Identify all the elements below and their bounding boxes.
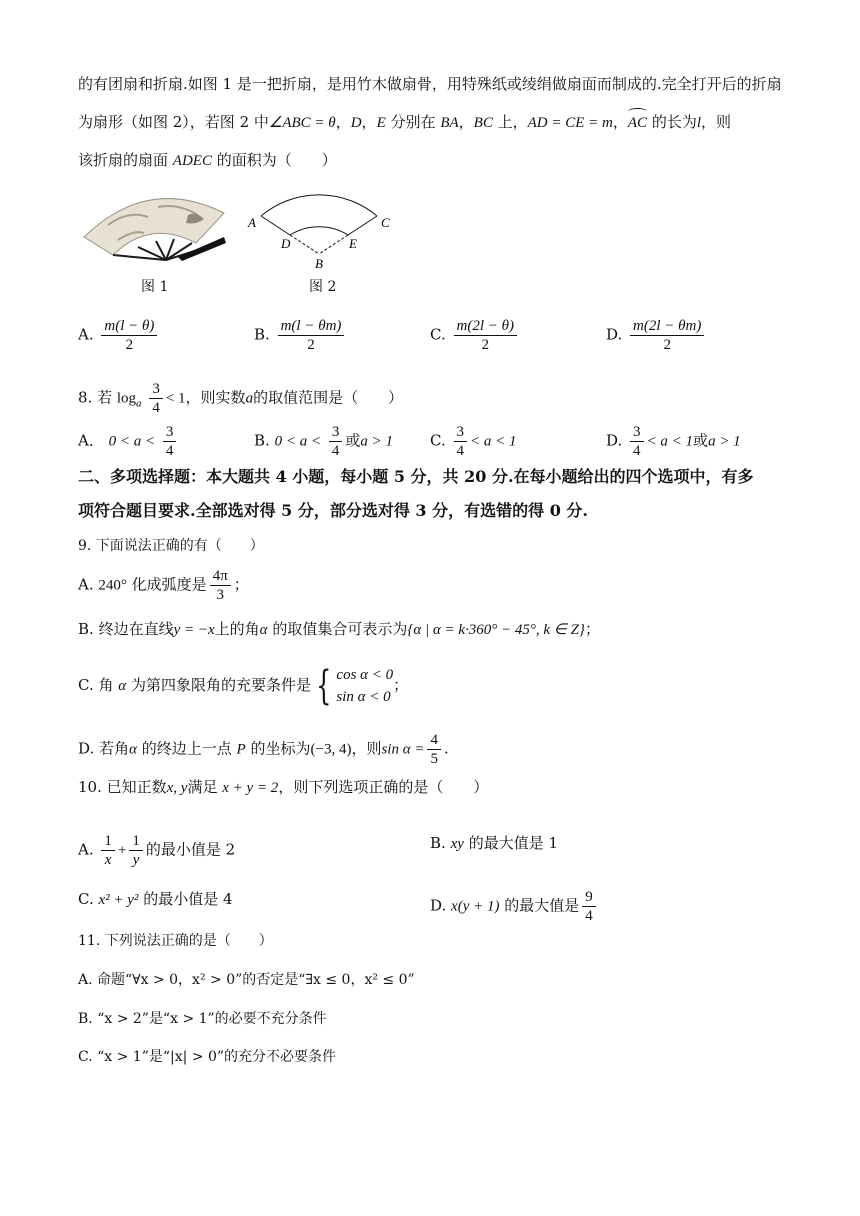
q11-stem: 11. 下列说法正确的是（ ） [78,933,273,949]
q7-text: ， [458,113,474,131]
numerator: m(2l − θ) [454,317,517,336]
denominator: 2 [125,337,134,353]
angle-expression: ∠ABC = θ [268,115,336,131]
option-text: 或 [345,431,361,450]
option-expr: xy [450,836,464,852]
numerator: 3 [163,423,177,442]
numerator: 1 [129,832,143,851]
segment-bc: BC [473,115,493,131]
dashed-db [290,235,319,254]
fan-guard [178,237,226,261]
option-expr: a > 1 [708,433,741,450]
option-fraction [101,317,157,354]
option-text: ； [233,575,249,594]
q8-text: 的取值范围是（ ） [253,388,404,407]
denominator: 4 [152,400,160,416]
q9-option-a[interactable] [78,567,249,604]
option-text: 的取值集合可表示为 [272,620,408,638]
option-text: 的最小值是 2 [145,840,236,859]
option-text: ，则 [351,739,382,758]
condition-system [311,664,393,708]
figure-1-caption: 图 1 [141,279,169,295]
option-text: 的终边上一点 [141,739,232,758]
q7-text: 的面积为（ ） [216,151,337,169]
option-label: B. [254,325,270,344]
q8-text: 8. 若 [78,388,113,407]
option-expr: < a < 1 [470,433,517,450]
option-expr: a > 1 [360,433,393,450]
numerator: 3 [630,423,644,442]
option-fraction [630,317,704,354]
numerator: 3 [329,423,343,442]
q10-text: ，则下列选项正确的是（ ） [278,778,489,796]
denominator: 4 [456,443,464,459]
dashed-eb [319,235,348,254]
q7-line-1 [78,73,782,95]
q9-stem: 9. 下面说法正确的有（ ） [78,538,264,554]
option-fraction [329,423,343,460]
option-fraction [582,888,596,925]
q7-text: 分别在 [390,113,436,131]
option-label: C. [430,325,446,344]
point-e: E [376,115,386,131]
q7-text: ， [612,113,628,131]
arc-ac [628,112,647,134]
option-fraction [210,567,231,604]
inner-arc [290,227,348,235]
edge-ce [348,216,377,235]
option-fraction [454,423,468,460]
option-text: 若角 [99,739,130,758]
q9-option-d[interactable] [78,731,449,768]
q7-text: 上， [497,113,528,131]
option-text: 的坐标为 [250,739,311,758]
option-fraction [454,317,517,354]
option-label: D. [606,325,623,344]
q11-option-b[interactable]: B. “x > 2”是“x > 1”的必要不充分条件 [78,1011,327,1027]
alpha-symbol: α [118,678,127,694]
q7-text: 为扇形（如图 2），若图 2 中 [78,113,269,131]
option-label: A. [78,840,94,859]
q8-option-d[interactable] [606,423,741,460]
option-label: C. [78,890,94,908]
figure-2-caption: 图 2 [309,279,337,295]
numerator: m(2l − θm) [630,317,704,336]
option-label: C. [78,676,94,694]
numerator: 3 [454,423,468,442]
option-fraction [278,317,345,354]
denominator: 2 [481,337,489,353]
option-label: B. [430,834,446,852]
denominator: 4 [165,443,174,459]
q8-option-b[interactable] [254,423,393,460]
q10-option-a[interactable] [78,832,235,869]
option-text: 的最大值是 1 [468,834,558,852]
option-fraction [163,423,177,460]
fraction-one-over-x [101,832,115,869]
q7-option-d[interactable] [606,317,707,354]
option-expr: x² + y² [98,892,139,908]
point-d: D [350,115,362,131]
option-label: B. [78,620,94,638]
q7-text: ， [361,113,377,131]
q7-option-c[interactable] [430,317,520,354]
option-text: 终边在直线 [98,620,174,638]
point-p: P [236,741,246,758]
denominator: 4 [585,908,593,924]
section-heading-line-1: 二、多项选择题：本大题共 4 小题，每小题 5 分，共 20 分.在每小题给出的四个选项中，有多 [78,467,754,486]
q7-option-a[interactable] [78,317,160,354]
q7-text: 的长为 [651,113,697,131]
option-text: . [443,739,449,758]
var-a: a [245,390,254,407]
edge-ad [261,216,290,235]
vars-xy: x, y [166,780,188,796]
option-text: ； [584,620,600,638]
option-label: C. [430,431,446,450]
option-expr: 0 < a < [274,433,322,450]
option-text: 或 [693,431,709,450]
q8-text: ，则实数 [185,388,246,407]
outer-arc [261,195,377,216]
numerator: 9 [582,888,596,907]
option-text: 为第四象限角的充要条件是 [130,676,311,694]
option-text: 化成弧度是 [131,575,207,594]
degree-value: 240° [98,577,127,594]
q10-text: 10. 已知正数 [78,778,167,796]
log-base: a [136,397,142,410]
option-fraction [630,423,644,460]
q10-text: 满足 [187,778,218,796]
label-a: A [248,215,256,230]
numerator: 3 [149,380,163,399]
section-heading-line-2: 项符合题目要求.全部选对得 5 分，部分选对得 3 分，有选错的得 0 分. [78,501,588,520]
condition-cos: cos α < 0 [336,667,394,683]
q7-text: ， [335,113,351,131]
numerator: 4 [427,731,441,750]
q8-stem [78,380,403,417]
label-d: D [281,236,291,251]
denominator: 5 [430,751,438,767]
inequality: < 1 [165,390,186,407]
denominator: 4 [633,443,641,459]
option-text: 的最大值是 [504,896,580,915]
q7-text: 的有团扇和折扇.如图 1 是一把折扇，是用竹木做扇骨，用特殊纸或绫绢做扇面而制成的.完全打开后的折扇 [78,75,782,93]
q8-fraction [149,380,163,417]
log-symbol: log [116,390,137,407]
option-label: A. [78,325,94,344]
denominator: 3 [216,587,224,603]
line-equation: y = −x [173,622,215,638]
region-adec: ADEC [172,153,212,169]
figure-2-sector [244,178,394,273]
angle-set: {α | α = k·360° − 45°, k ∈ Z} [407,622,585,638]
q10-option-b[interactable] [430,832,558,855]
option-label: B. [254,431,270,450]
denominator: 2 [307,337,315,353]
coordinate: (−3, 4) [310,741,352,758]
numerator: m(l − θm) [278,317,345,336]
arc-label: AC [627,115,648,131]
option-label: D. [78,739,95,758]
q7-option-b[interactable] [254,317,347,354]
constraint: x + y = 2 [222,780,279,796]
q10-stem [78,776,488,799]
plus-sign: + [117,842,127,859]
equal-lengths: AD = CE = m [527,115,613,131]
denominator: 2 [663,337,671,353]
segment-ba: BA [440,115,459,131]
q7-line-2 [78,111,731,134]
option-text: 角 [98,676,114,694]
option-label: A． [78,431,104,450]
var-l: l [696,115,702,131]
numerator: m(l − θ) [101,317,157,336]
q11-option-a[interactable]: A. 命题“∀x > 0，x² > 0”的否定是“∃x ≤ 0，x² ≤ 0” [78,972,415,988]
option-label: A. [78,575,94,594]
option-expr: x(y + 1) [451,898,500,915]
q10-option-c[interactable] [78,888,233,911]
numerator: 1 [101,832,115,851]
q7-text: ，则 [701,113,732,131]
sin-expression: sin α = [381,741,425,758]
option-text: 上的角 [214,620,260,638]
option-text: 的最小值是 4 [143,890,233,908]
q9-option-c[interactable] [78,664,408,708]
arc-mark [628,108,647,115]
alpha-symbol: α [129,741,137,758]
denominator: y [132,852,140,868]
q8-option-c[interactable] [430,423,517,460]
figure-1-fan [78,185,228,265]
label-b: B [315,256,323,271]
condition-rows [336,664,393,708]
label-c: C [381,215,390,230]
q8-option-a[interactable] [78,423,179,460]
denominator: 4 [331,443,340,459]
option-label: D. [606,431,623,450]
denominator: x [104,852,112,868]
left-brace: { [316,663,332,709]
alpha-symbol: α [259,622,268,638]
option-expr: 0 < a < [108,433,156,450]
q9-option-b[interactable] [78,618,600,641]
q10-option-d[interactable] [430,888,599,925]
condition-sin: sin α < 0 [336,689,391,705]
option-fraction [427,731,441,768]
numerator: 4π [210,567,231,586]
q7-line-3 [78,149,337,172]
option-expr: < a < 1 [646,433,694,450]
option-text: ； [393,676,409,694]
q7-text: 该折扇的扇面 [78,151,169,169]
option-label: D. [430,896,447,915]
q11-option-c[interactable]: C. “x > 1”是“|x| > 0”的充分不必要条件 [78,1049,337,1065]
label-e: E [349,236,357,251]
fraction-one-over-y [129,832,143,869]
